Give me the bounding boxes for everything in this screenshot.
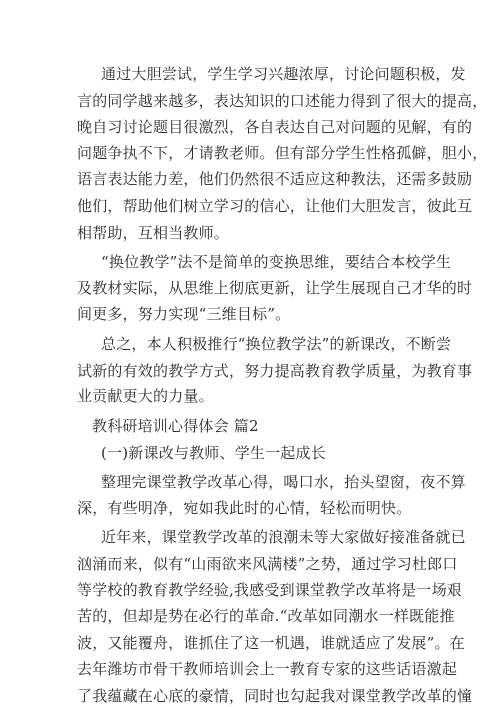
section-heading: 教科研培训心得体会 篇2: [92, 417, 259, 435]
text-line: 了我蕴藏在心底的豪情，同时也勾起我对课堂教学改革的憧: [77, 687, 473, 705]
text-line: 问题争执不下，才请教老师。但有部分学生性格孤僻，胆小，: [77, 144, 488, 162]
text-line: 晚自习讨论题目很激烈，各自表达自己对问题的见解，有的: [77, 118, 473, 136]
text-line: 相帮助，互相当教师。: [77, 224, 230, 242]
text-line: 总之，本人积极推行“换位教学法”的新课改，不断尝: [101, 335, 452, 353]
text-line: 汹涌而来，似有“山雨欲来风满楼”之势，通过学习杜郎口: [77, 555, 458, 573]
text-line: “换位教学”法不是简单的变换思维，要结合本校学生: [101, 253, 452, 271]
text-line: 语言表达能力差，他们仍然很不适应这种教法，还需多鼓励: [77, 170, 473, 188]
text-line: 苦的，但却是势在必行的革命.“改革如同潮水一样既能推: [77, 607, 455, 625]
text-line: 试新的有效的教学方式，努力提高教育教学质量，为教育事: [77, 362, 473, 380]
text-line: 波，又能覆舟，谁抓住了这一机遇，谁就适应了发展”。在: [77, 634, 465, 652]
text-line: 及教材实际，从思维上彻底更新，让学生展现自己才华的时: [77, 279, 473, 297]
text-line: 他们，帮助他们树立学习的信心，让他们大胆发言，彼此互: [77, 197, 473, 215]
subsection-heading: (一)新课改与教师、学生一起成长: [101, 444, 326, 462]
text-line: 近年来，课堂教学改革的浪潮未等大家做好接准备就已: [101, 528, 466, 546]
text-line: 深，有些明净，宛如我此时的心情，轻松而明快。: [77, 499, 412, 517]
text-line: 去年潍坊市骨干教师培训会上一教育专家的这些话语激起: [77, 660, 458, 678]
text-line: 间更多，努力实现“三维目标”。: [77, 305, 291, 323]
text-line: 言的同学越来越多，表达知识的口述能力得到了很大的提高，: [77, 92, 488, 110]
text-line: 业贡献更大的力量。: [77, 387, 214, 405]
text-line: 等学校的教育教学经验,我感受到课堂教学改革将是一场艰: [77, 581, 462, 599]
text-line: 通过大胆尝试，学生学习兴趣浓厚，讨论问题积极，发: [101, 65, 466, 83]
text-line: 整理完课堂教学改革心得，喝口水，抬头望窗，夜不算: [101, 473, 466, 491]
